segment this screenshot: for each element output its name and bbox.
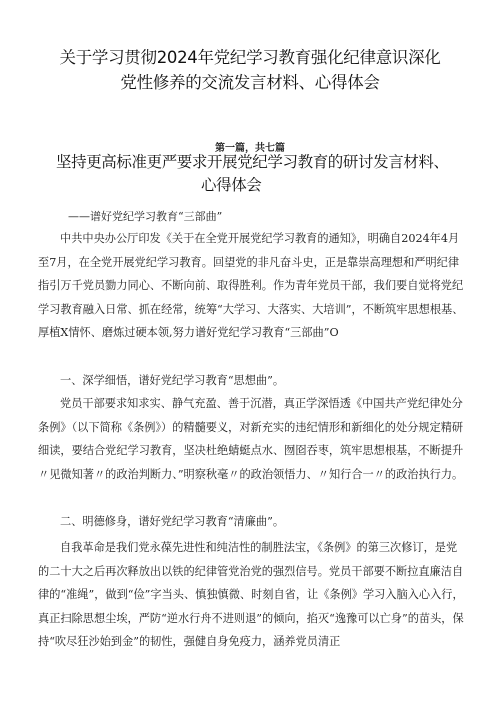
- chapter-label: 第一篇，共七篇: [215, 143, 285, 154]
- article-title-line-2: 心得体会: [201, 176, 262, 194]
- article-title: [56, 151, 476, 197]
- paragraph-section-2: 自我革命是我们党永葆先进性和纯洁性的制胜法宝，《条例》的第三次修订，是党的二十大之后再次释放出以铁的纪律管党治党的强烈信号。党员干部要不断拉直廉洁自律的“准绳”，做到“俭”字当头、慎独慎微、时刻自省，让《条例》学习入脑入心入行，真正扫除思想尘埃，严防“逆水行舟不进则退”的倾向，掐灭“逸豫可以亡身”的苗头，保持“吹尽狂沙始到金”的韧性，强健自身免疫力，涵养党员清正: [38, 541, 464, 648]
- section-heading-1: 一、深学细悟，谱好党纪学习教育“思想曲”。: [60, 374, 285, 387]
- article-subtitle: ——谱好党纪学习教育“三部曲”: [68, 210, 223, 223]
- section-heading-2: 二、明德修身，谱好党纪学习教育“清廉曲”。: [60, 515, 285, 528]
- main-title-line-2: 党性修养的交流发言材料、心得体会: [120, 73, 380, 92]
- paragraph-intro: 中共中央办公厅印发《关于在全党开展党纪学习教育的通知》，明确自2024年4月至7月，在全党开展党纪学习教育。回望党的非凡奋斗史，正是靠崇高理想和严明纪律指引万千党员勠力同心、不断向前、取得胜利。作为青年党员干部，我们要自觉将党纪学习教育融入日常、抓在经常，统筹“大学习、大落实、大培训”，不断筑牢思想根基、厚植X情怀、磨炼过硬本领,努力谱好党纪学习教育“三部曲”O: [38, 232, 464, 339]
- paragraph-section-1: 党员干部要求知求实、静气充盈、善于沉潜，真正学深悟透《中国共产党纪律处分条例》（以下简称《条例》）的精髓要义，对新充实的违纪情形和新细化的处分规定精研细读，要结合党纪学习教育，坚决杜绝蜻蜓点水、囫囵吞枣，筑牢思想根基，不断提升〃见微知著〃的政治判断力、”明察秋毫〃的政治领悟力、〃知行合一〃的政治执行力。: [38, 397, 464, 481]
- article-title-line-1: 坚持更高标准更严要求开展党纪学习教育的研讨发言材料、: [56, 153, 449, 171]
- main-title-line-1: 关于学习贯彻2024年党纪学习教育强化纪律意识深化: [59, 48, 441, 67]
- main-title: [40, 45, 460, 95]
